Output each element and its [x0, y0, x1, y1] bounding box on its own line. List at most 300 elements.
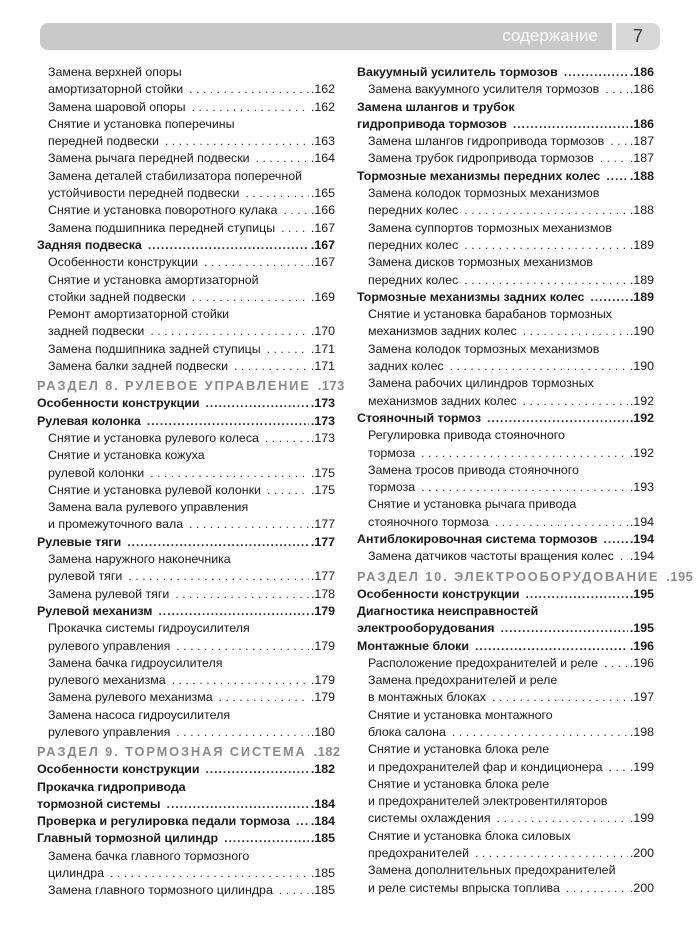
toc-page-number: .167	[310, 220, 335, 235]
toc-entry-label: тормозной системы	[37, 796, 161, 811]
toc-leader-dots	[205, 761, 308, 778]
toc-leader-dots	[158, 603, 308, 620]
toc-leader-dots	[192, 289, 309, 306]
toc-leader-dots	[464, 272, 628, 289]
toc-entry-label: предохранителей	[368, 846, 469, 861]
toc-page-number: .200	[629, 880, 654, 895]
toc-entry-label: РАЗДЕЛ 9. ТОРМОЗНАЯ СИСТЕМА	[37, 744, 307, 760]
toc-entry-label: Замена бачка главного тормозного	[48, 848, 250, 863]
toc-leader-dots	[464, 237, 628, 254]
toc-leader-dots	[224, 830, 309, 847]
toc-leader-dots	[245, 185, 308, 202]
toc-sub-entry	[37, 358, 335, 375]
toc-sub-entry	[357, 427, 654, 444]
toc-main-entry	[357, 116, 654, 133]
toc-page-number: .185	[310, 831, 335, 846]
toc-entry-label: и предохранителей электровентиляторов	[368, 794, 608, 809]
toc-sub-entry	[37, 185, 335, 202]
toc-entry-label: Замена дисков тормозных механизмов	[368, 255, 593, 270]
toc-leader-dots	[525, 586, 627, 603]
toc-leader-dots	[610, 133, 628, 150]
toc-sub-entry	[37, 116, 335, 133]
toc-entry-label: Замена насоса гидроусилителя	[48, 707, 231, 722]
toc-page-number: .195	[666, 568, 694, 584]
toc-entry-label: Снятие и установка рулевого колеса	[48, 430, 259, 445]
toc-leader-dots	[492, 689, 628, 706]
toc-main-entry	[357, 289, 654, 306]
toc-entry-label: Снятие и установка амортизаторной	[48, 272, 259, 287]
toc-sub-entry	[357, 202, 654, 219]
toc-page-number: .192	[629, 393, 654, 408]
toc-entry-label: и реле системы впрыска топлива	[368, 880, 560, 895]
toc-sub-entry	[37, 150, 335, 167]
toc-sub-entry	[357, 707, 654, 724]
toc-leader-dots	[283, 202, 308, 219]
toc-entry-label: рулевого управления	[48, 638, 171, 653]
toc-main-entry	[37, 813, 335, 830]
toc-entry-label: Замена рабочих цилиндров тормозных	[368, 376, 594, 391]
toc-entry-label: Замена шлангов гидропривода тормозов	[368, 134, 605, 149]
toc-entry-label: Регулировка привода стояночного	[368, 428, 565, 443]
toc-section-heading	[37, 377, 345, 395]
toc-sub-entry	[37, 482, 335, 499]
toc-leader-dots	[110, 865, 309, 882]
toc-entry-label: передних колес	[368, 272, 459, 287]
toc-sub-entry	[357, 150, 654, 167]
toc-leader-dots	[176, 724, 309, 741]
toc-page-number: .173	[310, 413, 335, 428]
toc-leader-dots	[604, 655, 628, 672]
toc-sub-entry	[37, 341, 335, 358]
toc-sub-entry	[357, 254, 654, 271]
toc-sub-entry	[37, 306, 335, 323]
toc-leader-dots	[606, 168, 628, 185]
toc-sub-entry	[357, 548, 654, 565]
toc-entry-label: передних колес	[368, 203, 459, 218]
toc-page-number: .179	[310, 690, 335, 705]
toc-leader-dots	[189, 516, 309, 533]
toc-leader-dots	[219, 689, 309, 706]
toc-entry-label: стойки задней подвески	[48, 289, 186, 304]
toc-sub-entry	[357, 272, 654, 289]
toc-page-number: .199	[629, 759, 654, 774]
toc-entry-label: задних колес	[368, 359, 444, 374]
toc-page-number: .175	[310, 465, 335, 480]
toc-leader-dots	[167, 796, 309, 813]
toc-leader-dots	[513, 116, 628, 133]
toc-sub-entry	[37, 724, 335, 741]
toc-entry-label: Проверка и регулировка педали тормоза	[37, 814, 290, 829]
toc-leader-dots	[192, 99, 309, 116]
toc-leader-dots	[620, 548, 628, 565]
toc-sub-entry	[37, 465, 335, 482]
toc-page-number: .162	[310, 99, 335, 114]
toc-entry-label: Особенности конструкции	[37, 396, 200, 411]
toc-leader-dots	[148, 237, 309, 254]
toc-page-number: .184	[310, 814, 335, 829]
toc-entry-label: механизмов задних колес	[368, 393, 517, 408]
toc-entry-label: Замена колодок тормозных механизмов	[368, 341, 600, 356]
toc-page-number: .195	[629, 621, 654, 636]
toc-main-entry	[37, 796, 335, 813]
toc-sub-entry	[37, 568, 335, 585]
toc-entry-label: и предохранителей фар и кондиционера	[368, 759, 603, 774]
toc-entry-label: Замена колодок тормозных механизмов	[368, 186, 600, 201]
toc-leader-dots	[150, 323, 309, 340]
toc-page-number: .194	[629, 532, 654, 547]
toc-entry-label: Снятие и установка блока реле	[368, 742, 550, 757]
toc-leader-dots	[421, 479, 628, 496]
toc-leader-dots	[279, 882, 309, 899]
toc-entry-label: тормоза	[368, 445, 416, 460]
toc-sub-entry	[37, 551, 335, 568]
toc-page-number: .189	[629, 289, 654, 304]
toc-left-column	[37, 64, 345, 900]
toc-main-entry	[37, 761, 335, 778]
toc-entry-label: Главный тормозной цилиндр	[37, 831, 219, 846]
toc-sub-entry	[37, 99, 335, 116]
toc-sub-entry	[357, 724, 654, 741]
toc-main-entry	[37, 603, 335, 620]
toc-page-number: .195	[629, 586, 654, 601]
toc-main-entry	[37, 830, 335, 847]
toc-main-entry	[37, 413, 335, 430]
toc-page-number: .189	[629, 237, 654, 252]
toc-entry-label: Снятие и установка блока силовых	[368, 828, 571, 843]
toc-sub-entry	[37, 447, 335, 464]
toc-main-entry	[357, 638, 654, 655]
toc-page-number: .200	[629, 846, 654, 861]
toc-entry-label: Ремонт амортизаторной стойки	[48, 307, 230, 322]
toc-page-number: .178	[310, 586, 335, 601]
toc-main-entry	[357, 603, 654, 620]
toc-entry-label: Рулевая колонка	[37, 413, 141, 428]
toc-leader-dots	[600, 150, 628, 167]
toc-entry-label: в монтажных блоках	[368, 690, 486, 705]
toc-page-number: .189	[629, 272, 654, 287]
toc-leader-dots	[205, 395, 308, 412]
toc-page-number: .193	[629, 480, 654, 495]
toc-entry-label: РАЗДЕЛ 10. ЭЛЕКТРООБОРУДОВАНИЕ	[357, 568, 660, 584]
toc-leader-dots	[608, 759, 627, 776]
toc-entry-label: Замена рулевой тяги	[48, 586, 170, 601]
toc-sub-entry	[37, 81, 335, 98]
toc-page-number: .165	[310, 186, 335, 201]
toc-page-number: .179	[310, 638, 335, 653]
toc-leader-dots	[590, 289, 628, 306]
toc-entry-label: электрооборудования	[357, 621, 495, 636]
toc-entry-label: рулевого управления	[48, 724, 171, 739]
toc-sub-entry	[357, 862, 654, 879]
toc-sub-entry	[357, 479, 654, 496]
toc-entry-label: Снятие и установка барабанов тормозных	[368, 307, 612, 322]
toc-leader-dots	[564, 64, 628, 81]
toc-leader-dots	[475, 638, 628, 655]
toc-sub-entry	[357, 237, 654, 254]
toc-sub-entry	[357, 445, 654, 462]
toc-main-entry	[357, 620, 654, 637]
toc-leader-dots	[265, 430, 309, 447]
toc-sub-entry	[357, 810, 654, 827]
toc-page-number: .171	[310, 359, 335, 374]
toc-sub-entry	[37, 254, 335, 271]
toc-sub-entry	[37, 499, 335, 516]
toc-sub-entry	[357, 185, 654, 202]
toc-leader-dots	[150, 465, 309, 482]
toc-page-number: .170	[310, 324, 335, 339]
toc-entry-label: стояночного тормоза	[368, 514, 489, 529]
toc-entry-label: Снятие и установка рычага привода	[368, 497, 577, 512]
toc-page-number: .173	[317, 378, 345, 394]
toc-entry-label: Замена деталей стабилизатора поперечной	[48, 168, 303, 183]
toc-sub-entry	[357, 672, 654, 689]
toc-sub-entry	[37, 430, 335, 447]
toc-entry-label: Замена датчиков частоты вращения колес	[368, 549, 614, 564]
toc-page-number: .188	[629, 203, 654, 218]
toc-entry-label: Тормозные механизмы передних колес	[357, 168, 601, 183]
toc-entry-label: Замена бачка гидроусилителя	[48, 655, 223, 670]
toc-sub-entry	[37, 133, 335, 150]
toc-sub-entry	[357, 341, 654, 358]
toc-page-number: .186	[629, 116, 654, 131]
toc-page-number: .198	[629, 724, 654, 739]
toc-entry-label: Расположение предохранителей и реле	[368, 655, 598, 670]
toc-main-entry	[37, 237, 335, 254]
toc-sub-entry	[357, 393, 654, 410]
toc-leader-dots	[189, 81, 309, 98]
toc-entry-label: Замена наружного наконечника	[48, 552, 231, 567]
toc-entry-label: Антиблокировочная система тормозов	[357, 532, 598, 547]
toc-sub-entry	[357, 358, 654, 375]
toc-page-number: .167	[310, 255, 335, 270]
header-title: содержание	[502, 26, 598, 45]
toc-entry-label: Замена вала рулевого управления	[48, 500, 249, 515]
toc-sub-entry	[37, 323, 335, 340]
toc-main-entry	[357, 586, 654, 603]
toc-entry-label: передних колес	[368, 237, 459, 252]
toc-page-number: .192	[629, 410, 654, 425]
toc-page-number: .166	[310, 203, 335, 218]
toc-sub-entry	[37, 672, 335, 689]
toc-entry-label: Замена шлангов и трубок	[357, 99, 515, 114]
toc-page-number: .162	[310, 82, 335, 97]
toc-page-number: .197	[629, 690, 654, 705]
toc-page-number: .192	[629, 445, 654, 460]
toc-entry-label: гидропривода тормозов	[357, 116, 507, 131]
toc-leader-dots	[500, 620, 627, 637]
page-number: 7	[616, 23, 660, 50]
toc-entry-label: Особенности конструкции	[37, 762, 200, 777]
toc-page-number: .199	[629, 811, 654, 826]
toc-leader-dots	[296, 813, 309, 830]
toc-leader-dots	[464, 202, 628, 219]
toc-sub-entry	[37, 220, 335, 237]
toc-page-number: .171	[310, 341, 335, 356]
toc-leader-dots	[452, 724, 628, 741]
toc-page-number: .196	[629, 638, 654, 653]
toc-entry-label: Задняя подвеска	[37, 237, 142, 252]
toc-sub-entry	[357, 323, 654, 340]
toc-entry-label: Снятие и установка поворотного кулака	[48, 203, 278, 218]
toc-sub-entry	[37, 272, 335, 289]
toc-page-number: .186	[629, 65, 654, 79]
toc-entry-label: системы охлаждения	[368, 811, 491, 826]
toc-entry-label: Снятие и установка рулевой колонки	[48, 482, 261, 497]
toc-page-number: .177	[310, 534, 335, 549]
toc-entry-label: Монтажные блоки	[357, 638, 469, 653]
toc-entry-label: блока салона	[368, 724, 446, 739]
toc-sub-entry	[37, 202, 335, 219]
toc-sub-entry	[37, 848, 335, 865]
toc-leader-dots	[604, 531, 628, 548]
toc-entry-label: Замена верхней опоры	[48, 65, 182, 79]
toc-entry-label: Особенности конструкции	[357, 586, 520, 601]
toc-main-entry	[37, 395, 335, 412]
toc-main-entry	[37, 534, 335, 551]
toc-sub-entry	[37, 689, 335, 706]
toc-sub-entry	[37, 586, 335, 603]
toc-entry-label: Замена подшипника передней ступицы	[48, 220, 276, 235]
toc-page-number: .194	[629, 514, 654, 529]
toc-sub-entry	[357, 496, 654, 513]
toc-section-heading	[357, 568, 694, 586]
toc-leader-dots	[165, 133, 309, 150]
toc-page-number: .196	[629, 655, 654, 670]
toc-page-number: .179	[310, 603, 335, 618]
toc-leader-dots	[176, 638, 309, 655]
toc-main-entry	[357, 531, 654, 548]
toc-sub-entry	[37, 289, 335, 306]
toc-leader-dots	[128, 568, 309, 585]
toc-entry-label: цилиндра	[48, 866, 105, 881]
toc-leader-dots	[523, 393, 628, 410]
toc-entry-label: рулевой колонки	[48, 465, 145, 480]
toc-page-number: .194	[629, 549, 654, 564]
toc-leader-dots	[605, 81, 628, 98]
toc-leader-dots	[566, 880, 628, 897]
toc-entry-label: Особенности конструкции	[48, 255, 198, 270]
toc-page-number: .177	[310, 517, 335, 532]
toc-sub-entry	[357, 306, 654, 323]
toc-entry-label: Замена предохранителей и реле	[368, 673, 558, 688]
toc-entry-label: Снятие и установка поперечины	[48, 116, 235, 131]
toc-leader-dots	[281, 220, 309, 237]
toc-entry-label: Прокачка системы гидроусилителя	[48, 621, 250, 636]
toc-page-number: .180	[310, 724, 335, 739]
toc-page-number: .182	[313, 744, 341, 760]
toc-page-number: .184	[310, 796, 335, 811]
toc-sub-entry	[357, 776, 654, 793]
toc-entry-label: Вакуумный усилитель тормозов	[357, 65, 558, 79]
toc-entry-label: механизмов задних колес	[368, 324, 517, 339]
toc-sub-entry	[37, 64, 335, 81]
toc-entry-label: Замена трубок гидропривода тормозов	[368, 151, 594, 166]
toc-leader-dots	[267, 341, 309, 358]
toc-leader-dots	[172, 672, 309, 689]
toc-entry-label: Замена вакуумного усилителя тормозов	[368, 82, 600, 97]
toc-main-entry	[37, 779, 335, 796]
toc-entry-label: Замена шаровой опоры	[48, 99, 186, 114]
toc-page-number: .185	[310, 866, 335, 881]
toc-entry-label: Замена балки задней подвески	[48, 359, 229, 374]
toc-main-entry	[357, 99, 654, 116]
toc-sub-entry	[357, 655, 654, 672]
toc-leader-dots	[495, 514, 628, 531]
toc-sub-entry	[37, 620, 335, 637]
toc-sub-entry	[37, 168, 335, 185]
toc-sub-entry	[37, 516, 335, 533]
toc-leader-dots	[267, 482, 309, 499]
toc-entry-label: и промежуточного вала	[48, 517, 184, 532]
toc-entry-label: Замена подшипника задней ступицы	[48, 341, 261, 356]
toc-page-number: .169	[310, 289, 335, 304]
toc-main-entry	[357, 410, 654, 427]
toc-sub-entry	[357, 81, 654, 98]
toc-sub-entry	[37, 655, 335, 672]
toc-sub-entry	[357, 375, 654, 392]
toc-page-number: .167	[310, 237, 335, 252]
toc-sub-entry	[357, 828, 654, 845]
toc-leader-dots	[175, 586, 309, 603]
toc-page-number: .173	[310, 430, 335, 445]
toc-sub-entry	[357, 220, 654, 237]
toc-entry-label: Снятие и установка кожуха	[48, 448, 205, 463]
toc-leader-dots	[523, 323, 628, 340]
toc-sub-entry	[37, 882, 335, 899]
toc-entry-label: Замена рулевого механизма	[48, 690, 213, 705]
toc-leader-dots	[234, 358, 309, 375]
toc-main-entry	[357, 168, 654, 185]
toc-entry-label: рулевого механизма	[48, 673, 166, 688]
toc-entry-label: Стояночный тормоз	[357, 410, 481, 425]
toc-entry-label: устойчивости передней подвески	[48, 186, 240, 201]
toc-entry-label: Тормозные механизмы задних колес	[357, 289, 585, 304]
toc-entry-label: передней подвески	[48, 134, 159, 149]
toc-page-number: .187	[629, 151, 654, 166]
toc-page-number: .163	[310, 134, 335, 149]
toc-entry-label: Замена суппортов тормозных механизмов	[368, 220, 612, 235]
toc-entry-label: Замена главного тормозного цилиндра	[48, 883, 273, 898]
running-header	[40, 23, 612, 50]
toc-page-number: .182	[310, 762, 335, 777]
toc-page-number: .190	[629, 324, 654, 339]
toc-leader-dots	[204, 254, 309, 271]
toc-entry-label: тормоза	[368, 480, 416, 495]
toc-leader-dots	[421, 445, 628, 462]
toc-page-number: .188	[629, 168, 654, 183]
toc-entry-label: амортизаторной стойки	[48, 82, 184, 97]
toc-leader-dots	[487, 410, 628, 427]
toc-leader-dots	[475, 845, 628, 862]
toc-entry-label: РАЗДЕЛ 8. РУЛЕВОЕ УПРАВЛЕНИЕ	[37, 378, 311, 394]
toc-sub-entry	[357, 133, 654, 150]
toc-leader-dots	[256, 150, 309, 167]
toc-entry-label: задней подвески	[48, 324, 145, 339]
toc-page-number: .179	[310, 673, 335, 688]
toc-entry-label: рулевой тяги	[48, 569, 123, 584]
toc-sub-entry	[357, 741, 654, 758]
toc-main-entry	[357, 64, 654, 81]
toc-page-number: .187	[629, 134, 654, 149]
toc-page-number: .185	[310, 883, 335, 898]
toc-entry-label: Рулевой механизм	[37, 603, 153, 618]
toc-right-column	[357, 64, 694, 897]
toc-entry-label: Рулевые тяги	[37, 534, 122, 549]
toc-sub-entry	[357, 759, 654, 776]
toc-sub-entry	[357, 689, 654, 706]
toc-entry-label: Замена рычага передней подвески	[48, 151, 250, 166]
toc-sub-entry	[357, 514, 654, 531]
